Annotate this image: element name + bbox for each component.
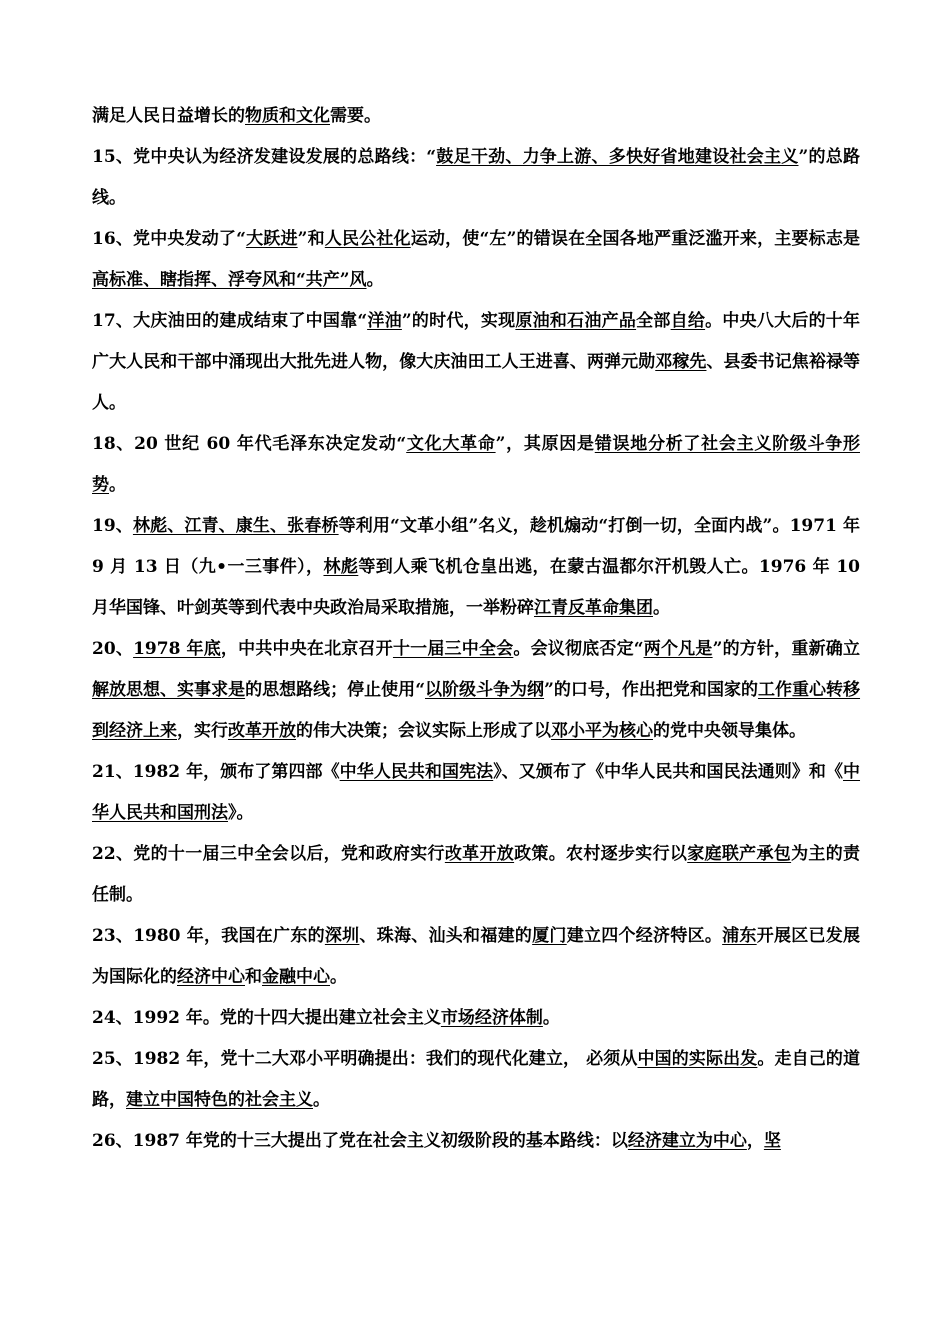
paragraph bbox=[92, 137, 860, 219]
underlined-text: 建立中国特色的社会主义 bbox=[126, 1090, 313, 1110]
underlined-text: 高标准、瞎指挥、浮夸风和“共产”风 bbox=[92, 270, 367, 290]
underlined-text: 林彪、江青、康生、张春桥 bbox=[132, 516, 339, 536]
underlined-text: 物质和文化 bbox=[245, 106, 330, 126]
text-run: ，实行 bbox=[177, 721, 228, 741]
text-run: 16、党中央发动了“ bbox=[92, 229, 246, 249]
text-run: ”和 bbox=[297, 229, 325, 249]
text-run: 。 bbox=[366, 270, 384, 290]
underlined-text: 鼓足干劲、力争上游、多快好省地建设社会主义 bbox=[436, 147, 799, 167]
text-run: 政策。农村逐步实行以 bbox=[514, 844, 688, 864]
text-run: 。 bbox=[653, 598, 670, 618]
text-run: ”的口号，作出把党和国家的 bbox=[544, 680, 758, 700]
text-run: 22、党的十一届三中全会以后，党和政府实行 bbox=[92, 844, 445, 864]
underlined-text: 家庭联产承包 bbox=[687, 844, 792, 864]
underlined-text: 自给 bbox=[670, 311, 706, 331]
underlined-text: 邓小平为核心 bbox=[551, 721, 653, 741]
underlined-text: 邓稼先 bbox=[655, 352, 707, 372]
underlined-text: 市场经济体制 bbox=[440, 1008, 543, 1028]
underlined-text: 1978 年底 bbox=[133, 639, 221, 659]
text-run: 21、1982 年，颁布了第四部《 bbox=[92, 762, 340, 782]
underlined-text: 解放思想、实事求是 bbox=[92, 680, 246, 700]
paragraph bbox=[92, 834, 860, 916]
paragraph bbox=[92, 424, 860, 506]
underlined-text: 金融中心 bbox=[262, 967, 330, 987]
text-run: ”，其原因是 bbox=[495, 434, 595, 454]
paragraph bbox=[92, 506, 860, 629]
text-run: 24、1992 年。党的十四大提出建立社会主义 bbox=[92, 1008, 441, 1028]
paragraph bbox=[92, 629, 860, 752]
text-run: 满足人民日益增长的 bbox=[92, 106, 245, 126]
paragraph bbox=[92, 96, 860, 137]
paragraph bbox=[92, 998, 860, 1039]
text-run: 全部 bbox=[636, 311, 671, 331]
text-run: ”的方针，重新确立 bbox=[712, 639, 860, 659]
text-run: 》。 bbox=[228, 803, 254, 823]
text-run: 20、 bbox=[92, 639, 134, 659]
text-run: 建立四个经济特区。 bbox=[566, 926, 723, 946]
text-run: 、县委书记焦裕禄等人。 bbox=[92, 352, 861, 413]
text-run: 等到人乘飞机仓皇出逃，在蒙古温都尔汗机毁人亡。1976 年 10 月华国锋、叶剑英等到代表中央政治局采取措施，一举粉碎 bbox=[92, 557, 861, 618]
text-run: 需要。 bbox=[330, 106, 381, 126]
text-run: ， bbox=[746, 1131, 764, 1151]
underlined-text: 洋油 bbox=[367, 311, 402, 331]
underlined-text: 工作重心转移到经济上来 bbox=[92, 680, 861, 741]
underlined-text: 错误地分析了社会主义阶级斗争形势 bbox=[92, 434, 860, 495]
underlined-text: 人民公社化 bbox=[324, 229, 411, 249]
underlined-text: 经济中心 bbox=[177, 967, 245, 987]
underlined-text: 十一届三中全会 bbox=[392, 639, 514, 659]
underlined-text: 江青反革命集团 bbox=[534, 598, 653, 618]
paragraph bbox=[92, 1121, 860, 1162]
text-run: 的党中央领导集体。 bbox=[653, 721, 806, 741]
text-run: 。 bbox=[330, 967, 347, 987]
underlined-text: 改革开放 bbox=[228, 721, 296, 741]
text-run: 18、20 世纪 60 年代毛泽东决定发动“ bbox=[92, 434, 407, 454]
text-run: 15、党中央认为经济发建设发展的总路线：“ bbox=[92, 147, 437, 167]
text-run: 的伟大决策；会议实际上形成了以 bbox=[296, 721, 551, 741]
text-run: 》、又颁布了《中华人民共和国民法通则》和《 bbox=[493, 762, 844, 782]
text-run: 26、1987 年党的十三大提出了党在社会主义初级阶段的基本路线：以 bbox=[92, 1131, 628, 1151]
text-run: 为主的责任制。 bbox=[92, 844, 861, 905]
text-run: 等利用“文革小组”名义，趁机煽动“打倒一切，全面内战”。1971 年 9 月 13 日（九•一三事件）， bbox=[92, 516, 860, 577]
paragraph bbox=[92, 1039, 860, 1121]
text-run: 。 bbox=[109, 475, 126, 495]
text-run: 。走自己的道路， bbox=[92, 1049, 861, 1110]
underlined-text: 经济建立为中心 bbox=[627, 1131, 747, 1151]
text-run: 的思想路线；停止使用“ bbox=[245, 680, 425, 700]
document-body bbox=[92, 96, 860, 1162]
underlined-text: 中华人民共和国宪法 bbox=[339, 762, 494, 782]
text-run: 和 bbox=[245, 967, 262, 987]
underlined-text: 文化大革命 bbox=[406, 434, 496, 454]
underlined-text: 深圳 bbox=[324, 926, 360, 946]
text-run: 。中央八大后的十年广大人民和干部中涌现出大批先进人物，像大庆油田工人王进喜、两弹元勋 bbox=[92, 311, 861, 372]
underlined-text: 厦门 bbox=[532, 926, 567, 946]
underlined-text: 浦东 bbox=[722, 926, 757, 946]
underlined-text: 中国的实际出发 bbox=[637, 1049, 758, 1069]
text-run: ，中共中央在北京召开 bbox=[220, 639, 393, 659]
underlined-text: 两个凡是 bbox=[643, 639, 713, 659]
underlined-text: 大跃进 bbox=[245, 229, 298, 249]
text-run: 19、 bbox=[92, 516, 133, 536]
text-run: 。会议彻底否定“ bbox=[513, 639, 644, 659]
text-run: 、珠海、汕头和福建的 bbox=[359, 926, 533, 946]
text-run: ”的时代，实现 bbox=[401, 311, 516, 331]
underlined-text: 中华人民共和国刑法 bbox=[92, 762, 861, 823]
text-run: 。 bbox=[313, 1090, 330, 1110]
text-run: 运动，使“左”的错误在全国各地严重泛滥开来，主要标志是 bbox=[410, 229, 861, 249]
paragraph bbox=[92, 219, 860, 301]
underlined-text: 改革开放 bbox=[444, 844, 515, 864]
underlined-text: 坚 bbox=[763, 1131, 781, 1151]
paragraph bbox=[92, 916, 860, 998]
underlined-text: 原油和石油产品 bbox=[515, 311, 637, 331]
text-run: 。 bbox=[542, 1008, 560, 1028]
text-run: 23、1980 年，我国在广东的 bbox=[92, 926, 325, 946]
text-run: 开展区已发展为国际化的 bbox=[92, 926, 861, 987]
text-run: 25、1982 年，党十二大邓小平明确提出：我们的现代化建立， 必须从 bbox=[92, 1049, 638, 1069]
text-run: ”的总路线。 bbox=[92, 147, 860, 208]
text-run: 17、大庆油田的建成结束了中国靠“ bbox=[92, 311, 368, 331]
underlined-text: 以阶级斗争为纲 bbox=[424, 680, 545, 700]
paragraph bbox=[92, 301, 860, 424]
paragraph bbox=[92, 752, 860, 834]
underlined-text: 林彪 bbox=[323, 557, 359, 577]
